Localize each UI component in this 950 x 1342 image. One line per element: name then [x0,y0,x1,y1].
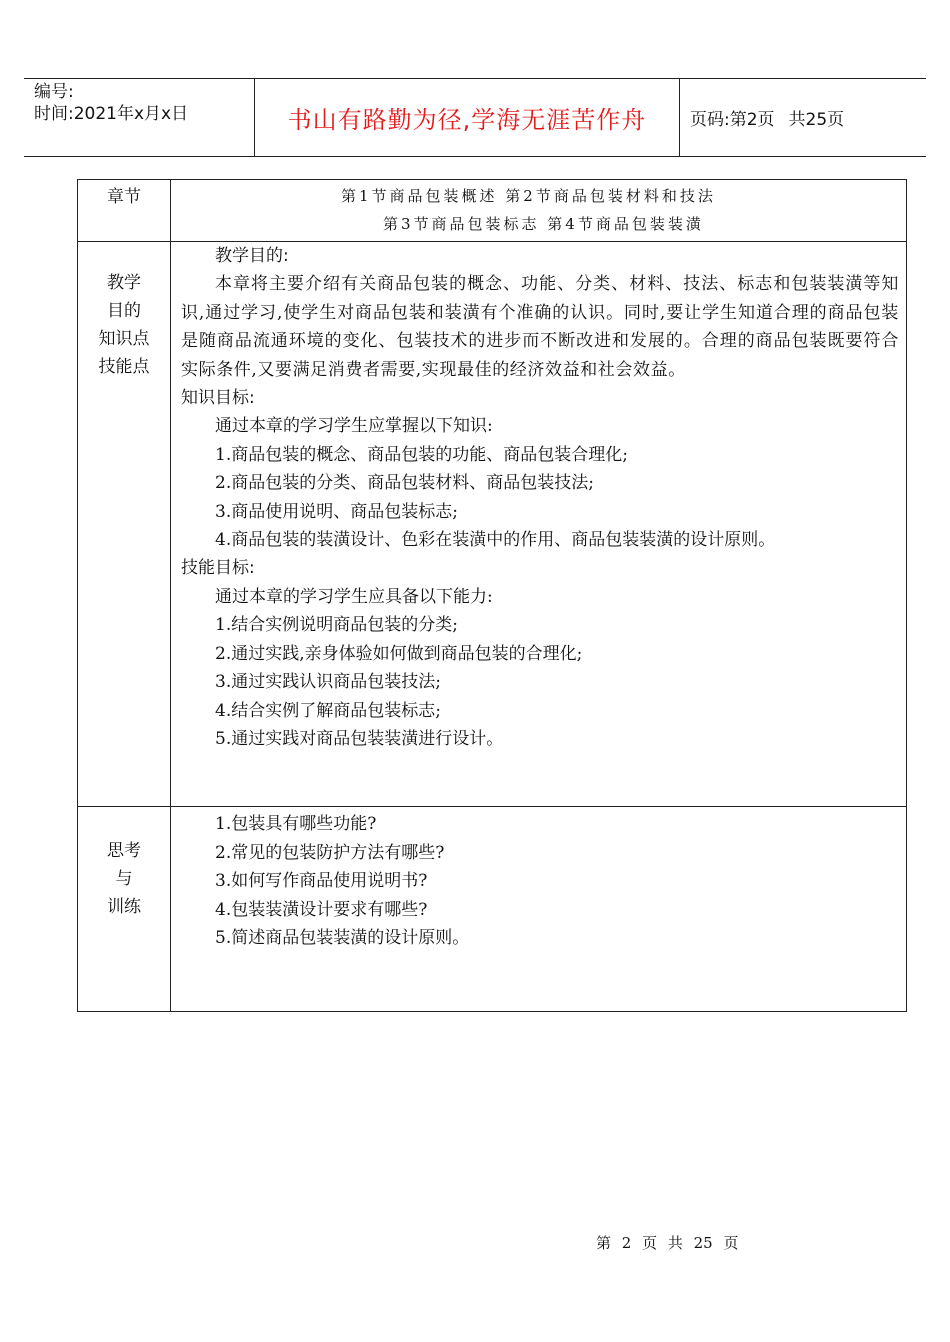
list-item: 2.通过实践,亲身体验如何做到商品包装的合理化; [215,643,583,664]
question-item: 5.简述商品包装装潢的设计原则。 [215,928,470,949]
chapter-sections [171,182,906,238]
number-label: 编号: [34,82,74,102]
think-label [78,837,170,921]
chapter-line: 第3节商品包装标志 第4节商品包装装潢 [383,215,704,233]
skill-heading: 技能目标: [181,558,255,579]
chapter-label: 章节 [107,187,141,207]
list-item: 3.商品使用说明、商品包装标志; [215,501,458,522]
header-motto: 书山有路勤为径,学海无涯苦作舟 [287,106,647,134]
header-divider [679,79,680,156]
skill-intro: 通过本章的学习学生应具备以下能力: [215,586,493,607]
questions-list [181,810,899,953]
objectives-label [78,269,170,381]
objectives-label-line: 目的 [107,301,141,321]
list-item: 2.商品包装的分类、商品包装材料、商品包装技法; [215,473,594,494]
objectives-label-line: 知识点 [98,329,150,349]
list-item: 1.商品包装的概念、商品包装的功能、商品包装合理化; [215,444,628,465]
objectives-label-line: 技能点 [98,357,150,377]
header-page-info [690,79,844,156]
knowledge-intro: 通过本章的学习学生应掌握以下知识: [215,416,493,437]
question-item: 1.包装具有哪些功能? [215,814,377,834]
page-footer: 第 2 页 共 25 页 [596,1234,739,1252]
page-header [24,78,926,157]
list-item: 4.商品包装的装潢设计、色彩在装潢中的作用、商品包装装潢的设计原则。 [215,530,776,551]
question-item: 2.常见的包装防护方法有哪些? [215,842,445,863]
objectives-label-line: 教学 [107,273,141,293]
question-item: 4.包装装潢设计要求有哪些? [215,899,428,920]
knowledge-heading: 知识目标: [181,388,255,409]
teaching-goal-heading: 教学目的: [215,246,289,266]
row-divider [78,806,906,807]
list-item: 5.通过实践对商品包装装潢进行设计。 [215,728,504,749]
question-item: 3.如何写作商品使用说明书? [215,871,428,892]
objectives-content [181,242,899,753]
total-label: 共25页 [788,110,845,130]
page-label: 页码:第2页 [690,110,775,130]
think-label-line: 训练 [107,897,141,917]
lesson-table [77,179,907,1012]
time-label: 时间:2021年x月x日 [34,104,189,124]
list-item: 1.结合实例说明商品包装的分类; [215,615,458,636]
think-label-line: 思考 [107,841,141,861]
header-meta [34,81,188,125]
list-item: 4.结合实例了解商品包装标志; [215,700,441,721]
chapter-line: 第1节商品包装概述 第2节商品包装材料和技法 [341,187,716,205]
teaching-goal-text: 本章将主要介绍有关商品包装的概念、功能、分类、材料、技法、标志和包装装潢等知识,通过学习,使学生对商品包装和装潢有个准确的认识。同时,要让学生知道合理的商品包装是随商品流通环境的变化、包装技术的进步而不断改进和发展的。合理的商品包装既要符合实际条件,又要满足消费者需要,实现最佳的经济效益和社会效益。 [181,274,899,380]
list-item: 3.通过实践认识商品包装技法; [215,672,441,693]
column-divider [170,180,171,1011]
think-label-line: 与 [115,869,133,889]
